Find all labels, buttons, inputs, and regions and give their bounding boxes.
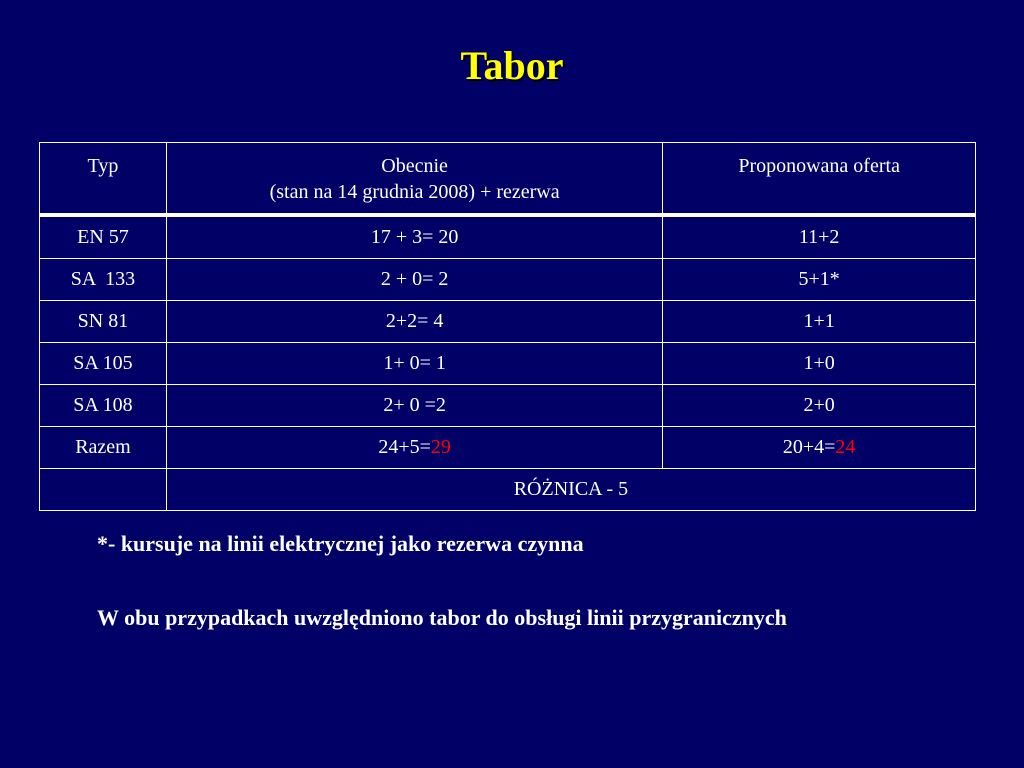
table-row — [40, 300, 976, 342]
header-obecnie-line2: (stan na 14 grudnia 2008) + rezerwa — [269, 181, 560, 203]
cell-total-label: Razem — [40, 426, 167, 468]
table-row — [40, 342, 976, 384]
cell-proponowana: 1+1 — [663, 300, 976, 342]
total-obecnie-prefix: 24+5= — [378, 436, 431, 458]
page-title: Tabor — [460, 43, 564, 88]
cell-proponowana: 2+0 — [663, 384, 976, 426]
cell-total-obecnie — [166, 426, 662, 468]
cell-total-proponowana — [663, 426, 976, 468]
cell-proponowana: 1+0 — [663, 342, 976, 384]
cell-typ: SA 108 — [40, 384, 167, 426]
cell-typ: SA 105 — [40, 342, 167, 384]
total-proponowana-value: 24 — [835, 436, 856, 458]
table-row — [40, 384, 976, 426]
cell-proponowana: 5+1* — [663, 258, 976, 300]
footnote-text: *- kursuje na linii elektrycznej jako rezerwa czynna — [97, 531, 584, 556]
table-row — [40, 215, 976, 259]
cell-typ: SA 133 — [40, 258, 167, 300]
difference-row — [40, 468, 976, 510]
total-row — [40, 426, 976, 468]
cell-difference-empty — [40, 468, 167, 510]
cell-typ: SN 81 — [40, 300, 167, 342]
total-obecnie-value: 29 — [430, 436, 451, 458]
header-obecnie-line1: Obecnie — [381, 155, 448, 177]
remark-text: W obu przypadkach uwzględniono tabor do obsługi linii przygranicznych — [97, 605, 787, 630]
total-proponowana-prefix: 20+4= — [782, 436, 836, 458]
rolling-stock-table — [39, 142, 976, 511]
cell-difference: RÓŻNICA - 5 — [166, 468, 975, 510]
cell-obecnie: 2+ 0 =2 — [166, 384, 662, 426]
header-typ: Typ — [40, 143, 167, 215]
cell-obecnie: 1+ 0= 1 — [166, 342, 662, 384]
cell-typ: EN 57 — [40, 215, 167, 259]
header-proponowana: Proponowana oferta — [663, 143, 976, 215]
cell-obecnie: 2 + 0= 2 — [166, 258, 662, 300]
header-obecnie — [166, 143, 662, 215]
table-row — [40, 258, 976, 300]
table-header-row — [40, 143, 976, 215]
cell-obecnie: 17 + 3= 20 — [166, 215, 662, 259]
cell-proponowana: 11+2 — [663, 215, 976, 259]
cell-obecnie: 2+2= 4 — [166, 300, 662, 342]
